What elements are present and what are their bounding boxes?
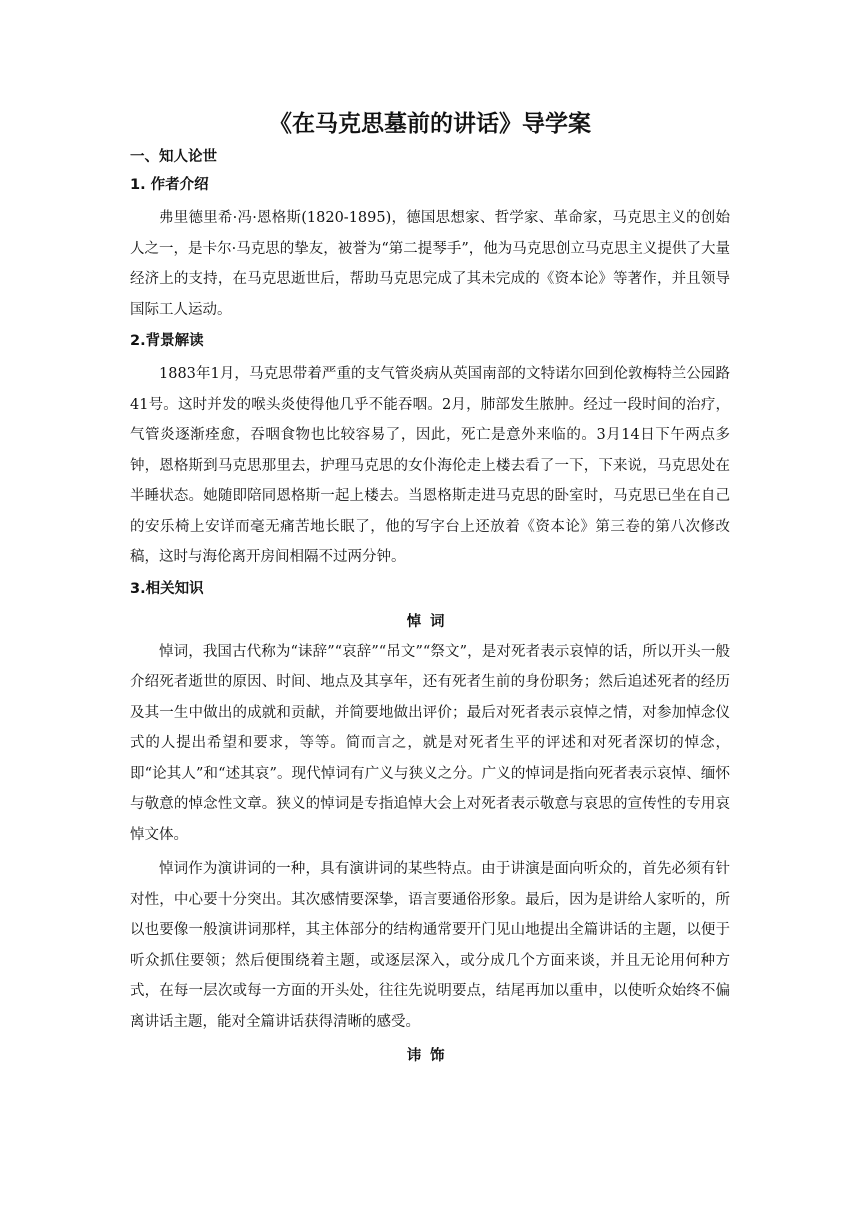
background-heading: 2.背景解读	[130, 333, 204, 349]
author-paragraph: 弗里德里希·冯·恩格斯(1820-1895)，德国思想家、哲学家、革命家，马克思主义的创始人之一，是卡尔·马克思的挚友，被誉为“第二提琴手”，他为马克思创立马克思主义提供了大量经济上的支持，在马克思逝世后，帮助马克思完成了其未完成的《资本论》等著作，并且领导国际工人运动。	[130, 210, 730, 318]
document-title: 《在马克思墓前的讲话》导学案	[269, 111, 591, 137]
eulogy-subtitle: 悼词	[406, 613, 454, 630]
author-heading: 1. 作者介绍	[130, 177, 209, 193]
knowledge-heading: 3.相关知识	[130, 580, 204, 597]
background-paragraph: 1883年1月，马克思带着严重的支气管炎病从英国南部的文特诺尔回到伦敦梅特兰公园路41号。这时并发的喉头炎使得他几乎不能吞咽。2月，肺部发生脓肿。经过一段时间的治疗，气管炎逐渐痊愈，吞咽食物也比较容易了，因此，死亡是意外来临的。3月14日下午两点多钟，恩格斯到马克思那里去，护理马克思的女仆海伦走上楼去看了一下，下来说，马克思处在半睡状态。她随即陪同恩格斯一起上楼去。当恩格斯走进马克思的卧室时，马克思已坐在自己的安乐椅上安详而毫无痛苦地长眠了，他的写字台上还放着《资本论》第三卷的第八次修改稿，这时与海伦离开房间相隔不过两分钟。	[130, 366, 730, 565]
section-heading-1: 一、知人论世	[130, 149, 217, 165]
document-body	[130, 100, 730, 1071]
eulogy-paragraph-2: 悼词作为演讲词的一种，具有演讲词的某些特点。由于讲演是面向听众的，首先必须有针对性，中心要十分突出。其次感情要深挚，语言要通俗形象。最后，因为是讲给人家听的，所以也要像一般演讲词那样，其主体部分的结构通常要开门见山地提出全篇讲话的主题，以便于听众抓住要领；然后便围绕着主题，或逐层深入，或分成几个方面来谈，并且无论用何种方式，在每一层次或每一方面的开头处，往往先说明要点，结尾再加以重申，以使听众始终不偏离讲话主题，能对全篇讲话获得清晰的感受。	[130, 861, 730, 1030]
euphemism-subtitle: 讳饰	[406, 1048, 454, 1064]
eulogy-paragraph-1: 悼词，我国古代称为“诔辞”“哀辞”“吊文”“祭文”，是对死者表示哀悼的话，所以开头一般介绍死者逝世的原因、时间、地点及其享年，还有死者生前的身份职务；然后追述死者的经历及其一生中做出的成就和贡献，并简要地做出评价；最后对死者表示哀悼之情，对参加悼念仪式的人提出希望和要求，等等。简而言之，就是对死者生平的评述和对死者深切的悼念，即“论其人”和“述其哀”。现代悼词有广义与狭义之分。广义的悼词是指向死者表示哀悼、缅怀与敬意的悼念性文章。狭义的悼词是专指追悼大会上对死者表示敬意与哀思的宣传性的专用哀悼文体。	[130, 643, 730, 843]
